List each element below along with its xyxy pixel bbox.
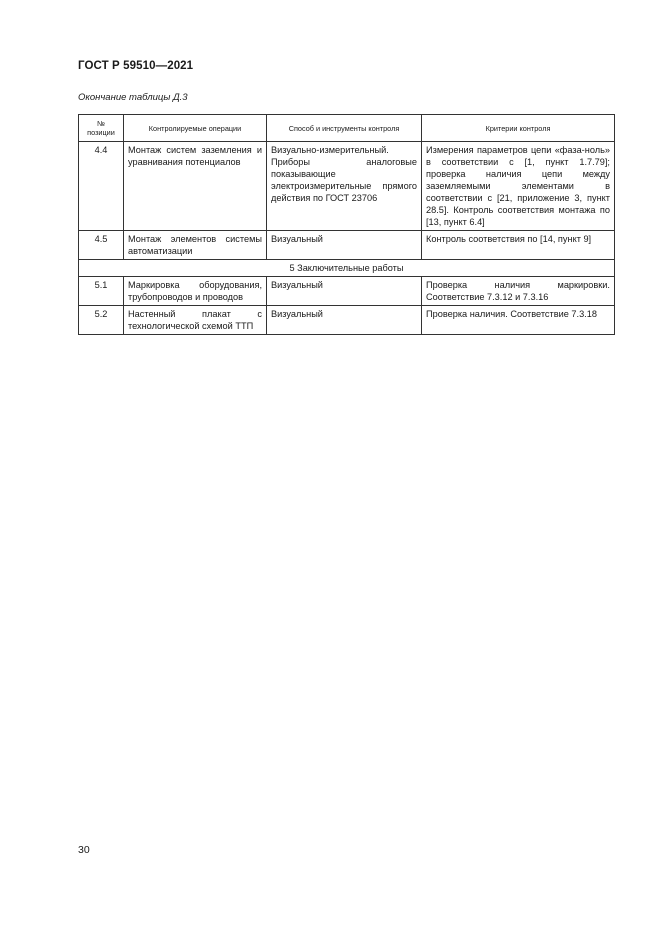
row-operation: Маркировка оборудования, трубопроводов и проводов	[124, 277, 267, 306]
row-method: Визуальный	[267, 231, 422, 260]
row-criteria: Контроль соответствия по [14, пункт 9]	[422, 231, 615, 260]
row-criteria: Измерения параметров цепи «фаза-ноль» в соответствии с [1, пункт 1.7.79]; проверка наличия цепи между заземляемыми элементами в соответствии с [21, приложение 3, пункт 28.5]. Контроль соответствия монтажа по [13, пункт 6.4]	[422, 142, 615, 231]
column-header-position: № позиции	[79, 115, 124, 142]
row-operation: Монтаж элементов системы автоматизации	[124, 231, 267, 260]
row-operation: Монтаж систем заземления и уравнивания потенциалов	[124, 142, 267, 231]
section-row	[79, 260, 615, 277]
column-header-method: Способ и инструменты контроля	[267, 115, 422, 142]
table-row	[79, 277, 615, 306]
row-number: 5.1	[79, 277, 124, 306]
row-number: 5.2	[79, 306, 124, 335]
row-method: Визуальный	[267, 277, 422, 306]
row-criteria: Проверка наличия маркировки. Соответствие 7.3.12 и 7.3.16	[422, 277, 615, 306]
column-header-criteria: Критерии контроля	[422, 115, 615, 142]
table-row	[79, 142, 615, 231]
document-header: ГОСТ Р 59510—2021	[78, 60, 194, 72]
table-header-row	[79, 115, 615, 142]
section-title: 5 Заключительные работы	[79, 260, 615, 277]
table-row	[79, 231, 615, 260]
page-number: 30	[78, 844, 90, 856]
row-method: Визуально-измерительный. Приборы аналоговые показывающие электроизмерительные прямого действия по ГОСТ 23706	[267, 142, 422, 231]
row-criteria: Проверка наличия. Соответствие 7.3.18	[422, 306, 615, 335]
column-header-operations: Контролируемые операции	[124, 115, 267, 142]
row-method: Визуальный	[267, 306, 422, 335]
row-number: 4.5	[79, 231, 124, 260]
table-row	[79, 306, 615, 335]
row-number: 4.4	[79, 142, 124, 231]
control-table	[78, 114, 615, 335]
row-operation: Настенный плакат с технологической схемой ТТП	[124, 306, 267, 335]
table-caption: Окончание таблицы Д.3	[78, 92, 188, 103]
